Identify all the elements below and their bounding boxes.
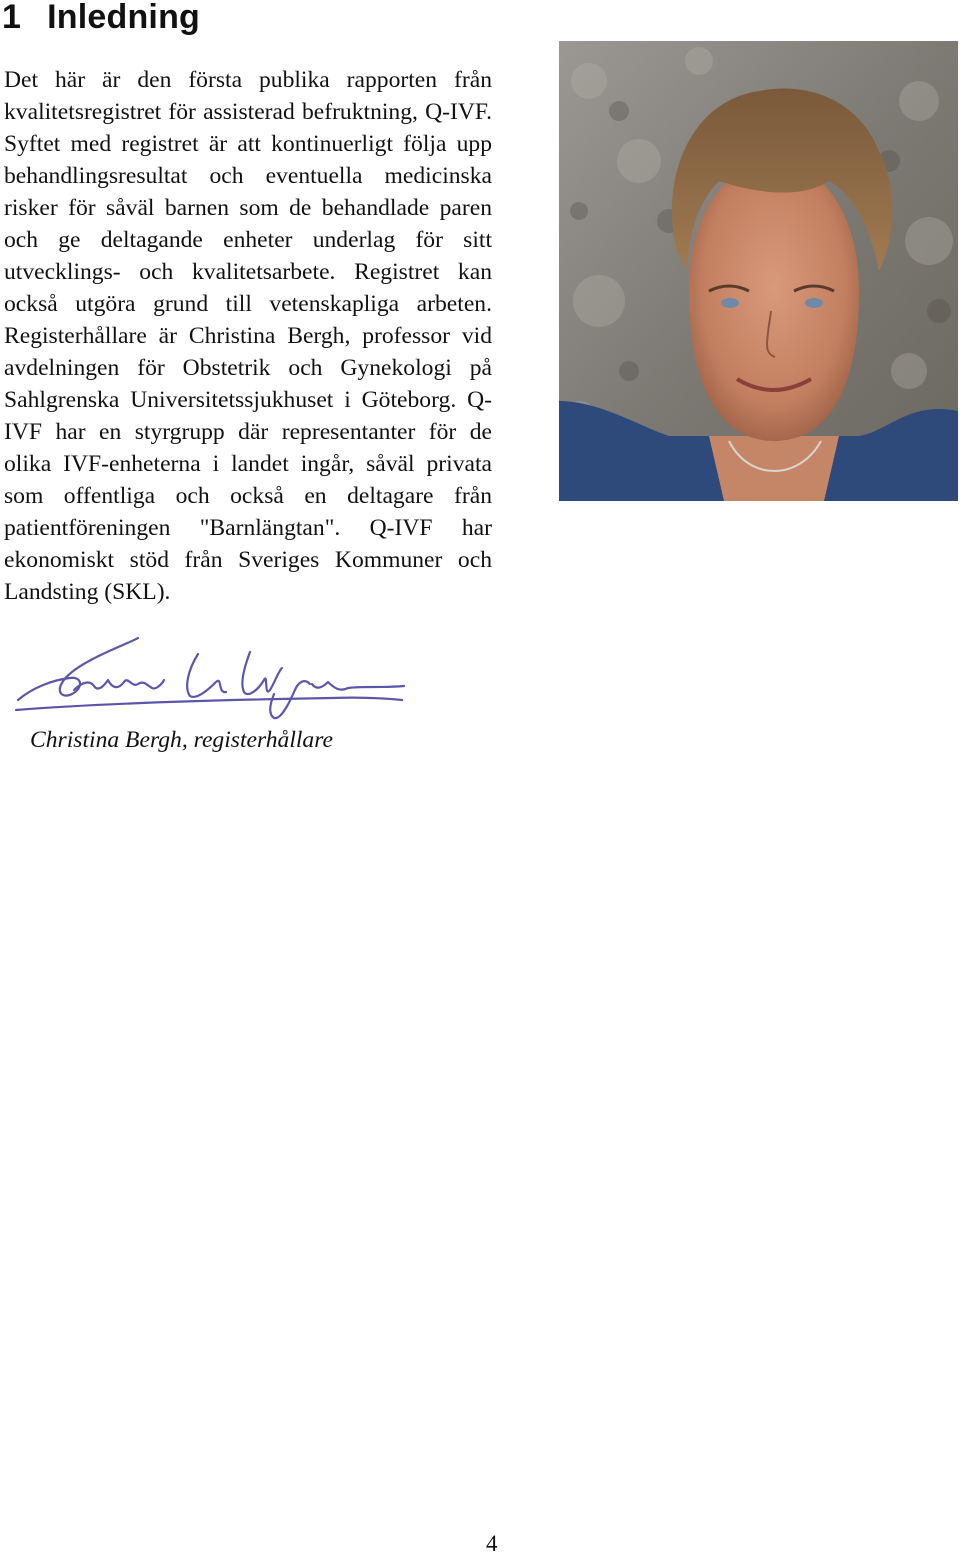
section-number: 1 (2, 0, 22, 36)
signature-caption: Christina Bergh, registerhållare (30, 727, 334, 753)
portrait-photo-icon (559, 41, 958, 501)
section-title: Inledning (47, 0, 201, 36)
section-heading (2, 0, 200, 38)
signature (12, 628, 412, 726)
intro-paragraph: Det här är den första publika rapporten från kvalitetsregistret för assisterad befruktning, Q-IVF. Syftet med registret är att kontinuerligt följa upp behandlingsresultat och eventuella medicinska risker för såväl barnen som de behandlade paren och ge deltagande enheter underlag för sitt utvecklings- och kvalitetsarbete. Registret kan också utgöra grund till vetenskapliga arbeten. Registerhållare är Christina Bergh, professor vid avdelningen för Obstetrik och Gynekologi på Sahlgrenska Universitetssjukhuset i Göteborg. Q-IVF har en styrgrupp där representanter för de olika IVF-enheterna i landet ingår, såväl privata som offentliga och också en deltagare från patientföreningen "Barnlängtan". Q-IVF har ekonomiskt stöd från Sveriges Kommuner och Landsting (SKL). (4, 67, 492, 605)
signature-icon (12, 628, 412, 726)
page-number: 4 (486, 1531, 498, 1556)
portrait-photo (559, 41, 958, 501)
